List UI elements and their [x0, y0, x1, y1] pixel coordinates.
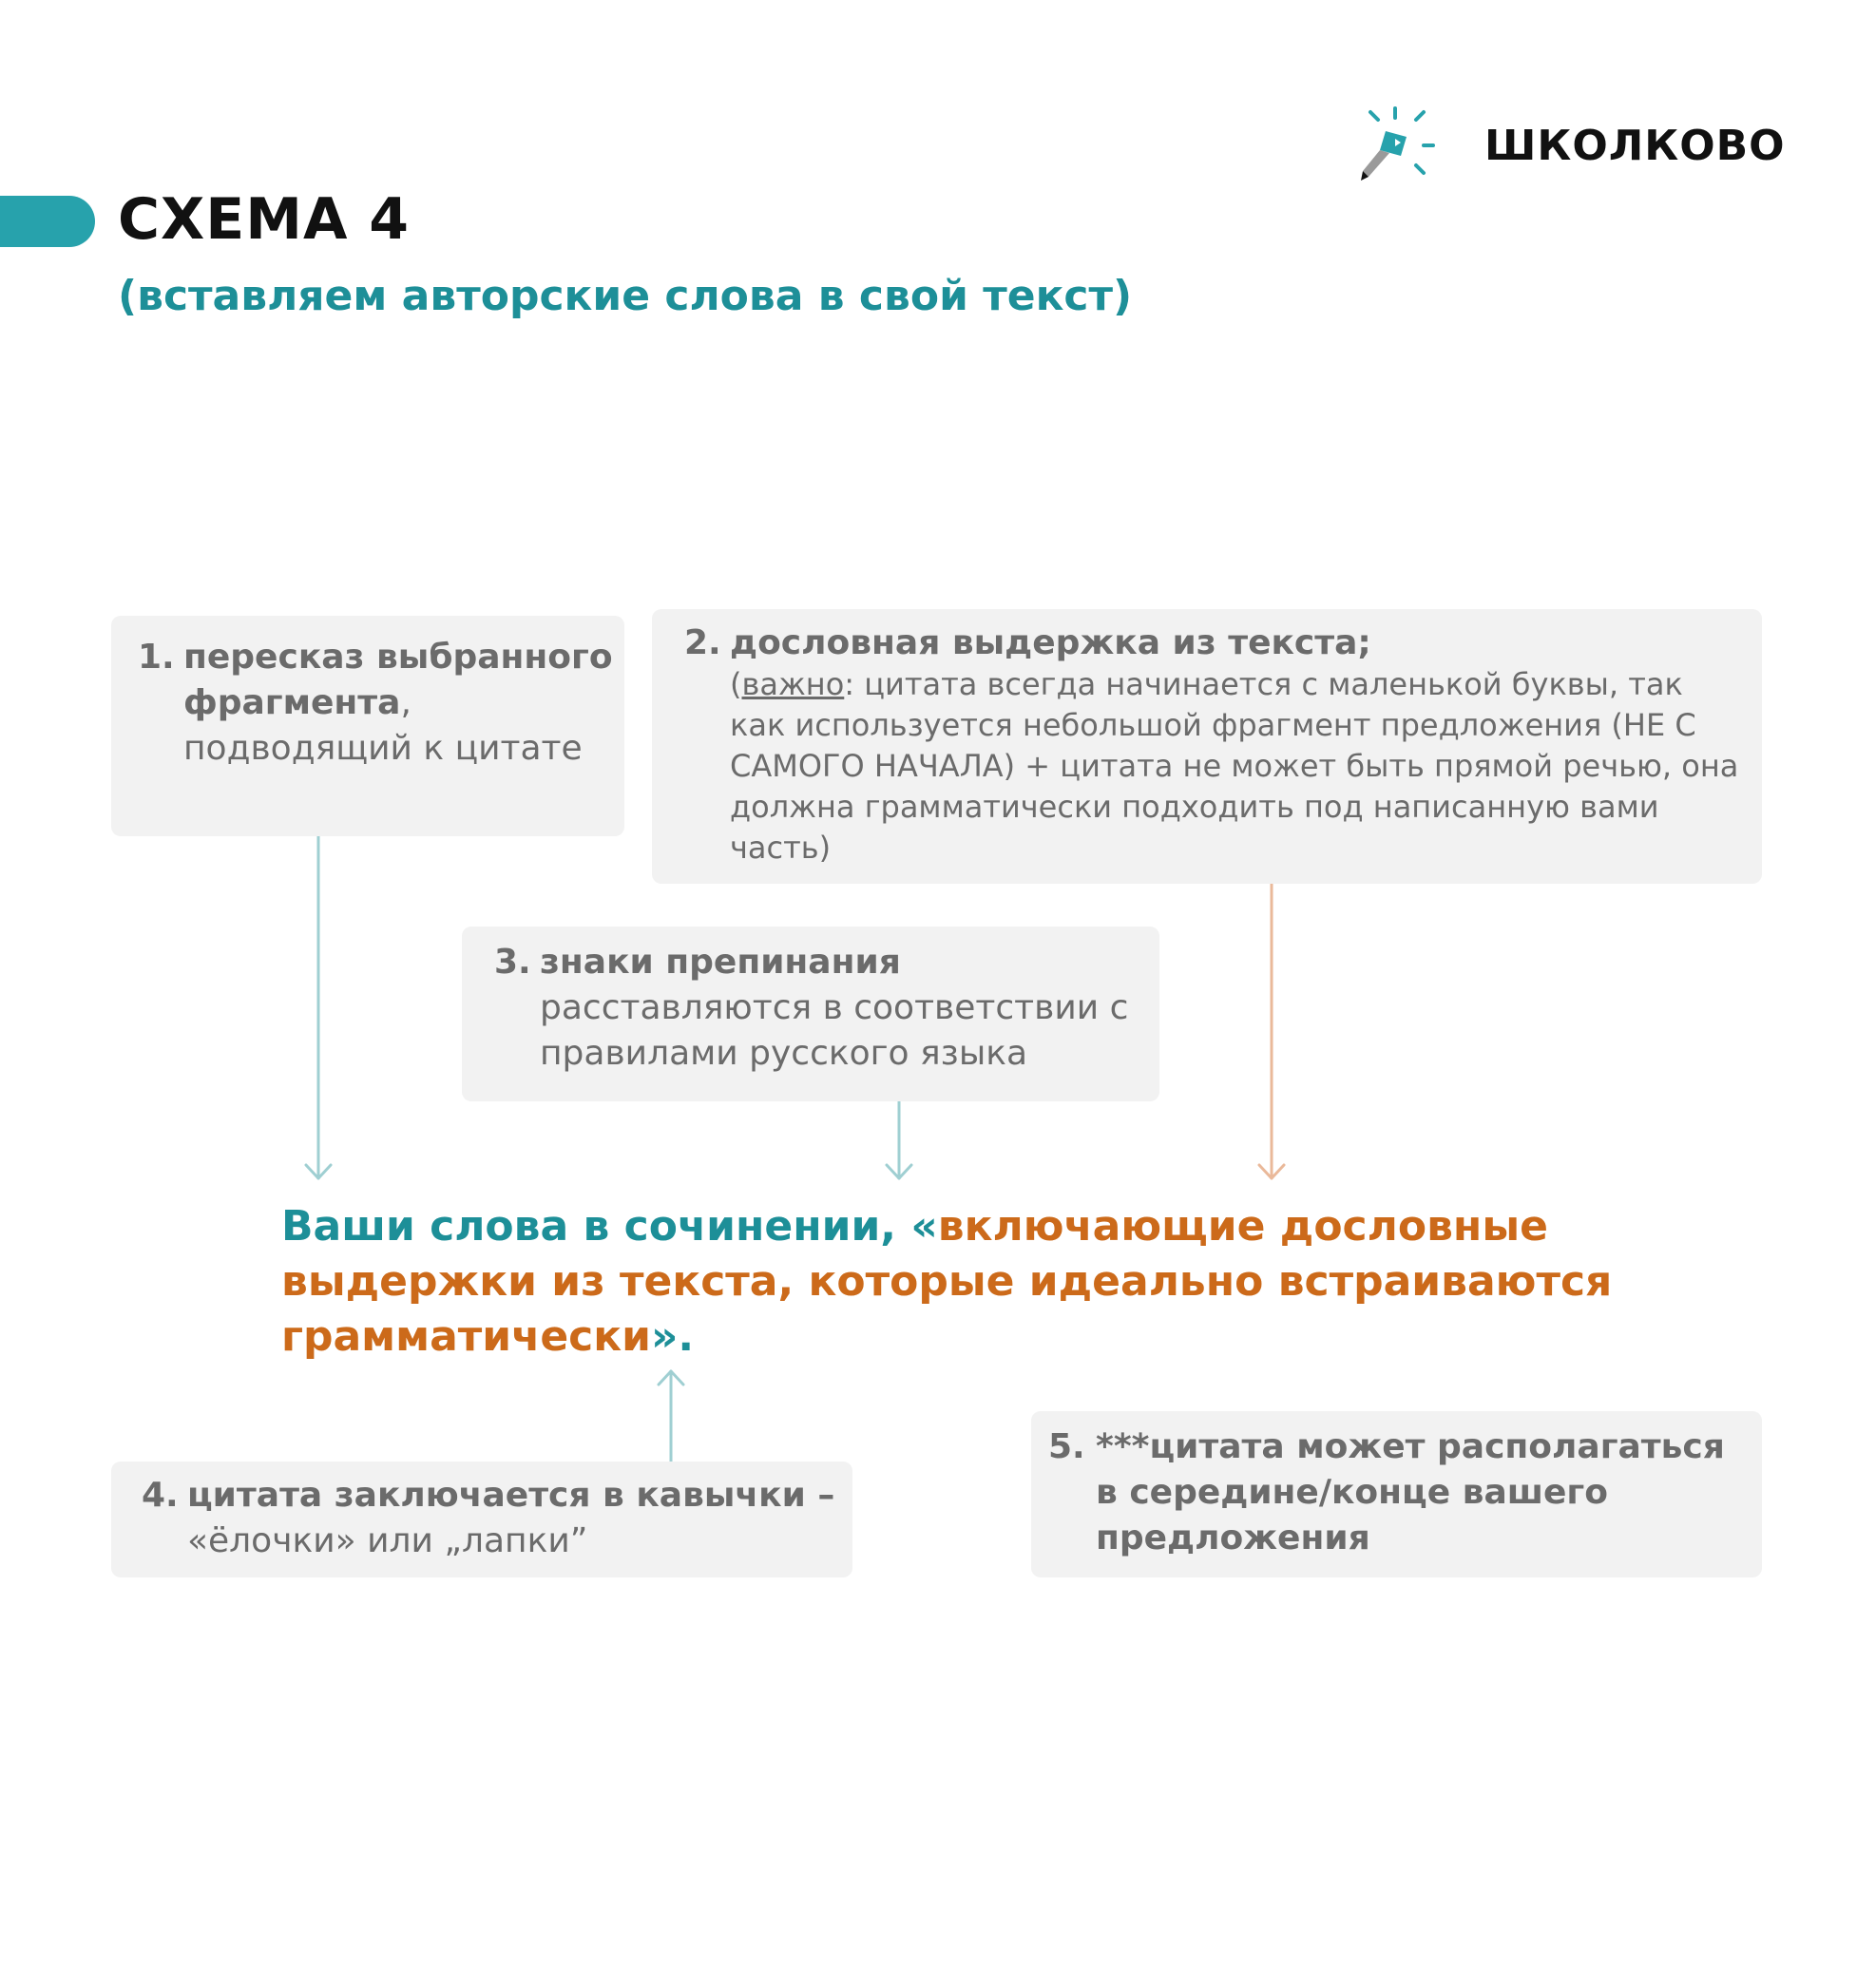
step-number: 2.: [684, 623, 721, 662]
step-number: 4.: [142, 1476, 179, 1515]
step-2-note: [730, 664, 1743, 869]
note-open-paren: (: [730, 666, 742, 702]
step-1-bold: пересказ выбранного фрагмента: [183, 638, 613, 722]
main-sentence-part3: ».: [650, 1312, 695, 1361]
accent-bar: [0, 196, 95, 247]
step-number: 1.: [138, 638, 175, 677]
step-number: 5.: [1048, 1427, 1085, 1466]
logo-text: ШКОЛКОВО: [1484, 122, 1786, 170]
pencil-with-rays-icon: [1357, 105, 1439, 186]
step-box-5: [1031, 1411, 1762, 1577]
arrow-box3-to-sentence: [887, 1101, 911, 1178]
step-1-text: подводящий к цитате: [183, 729, 583, 768]
note-key-word: важно: [741, 666, 845, 702]
step-4-text: «ёлочки» или „лапки”: [187, 1521, 588, 1560]
step-box-2: [652, 609, 1762, 884]
page-title: СХЕМА 4: [118, 186, 411, 253]
main-sentence: [281, 1199, 1726, 1365]
page-subtitle: (вставляем авторские слова в свой текст): [118, 272, 1133, 320]
step-1-comma: ,: [400, 683, 412, 722]
note-text: : цитата всегда начинается с маленькой буквы, так как используется небольшой фрагмент предложения (НЕ С САМОГО НАЧАЛА) + цитата не может быть прямой речью, она должна грамматически подходить под написанную вами часть): [730, 666, 1739, 866]
main-sentence-quote: включающие дословные выдержки из текста, которые идеально встраиваются грамматически: [281, 1202, 1613, 1361]
arrow-box1-to-sentence: [306, 836, 331, 1178]
step-box-4: [111, 1462, 852, 1577]
main-sentence-part1: Ваши слова в сочинении, «: [281, 1202, 938, 1251]
step-3-bold: знаки препинания: [540, 943, 901, 982]
step-number: 3.: [494, 943, 531, 982]
step-3-text: расставляются в соответствии с правилами русского языка: [540, 988, 1129, 1073]
step-5-bold: ***цитата может располагаться в середине/конце вашего предложения: [1096, 1427, 1725, 1557]
step-box-1: [111, 616, 624, 836]
step-2-heading: дословная выдержка из текста;: [730, 623, 1371, 662]
arrow-box4-to-sentence: [659, 1371, 683, 1462]
step-4-bold: цитата заключается в кавычки –: [187, 1476, 835, 1515]
step-box-3: [462, 927, 1159, 1101]
arrow-box2-to-sentence: [1259, 884, 1284, 1178]
